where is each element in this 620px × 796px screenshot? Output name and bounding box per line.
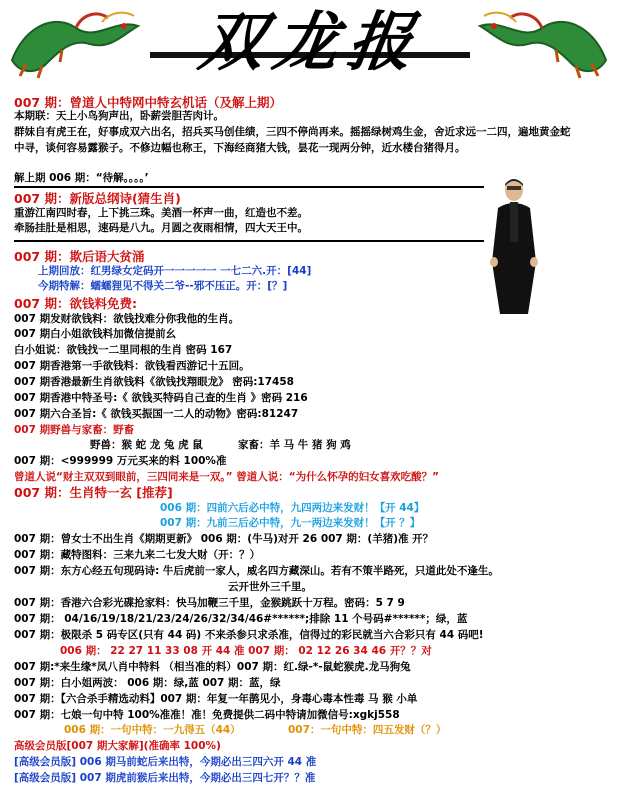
sec3-heading: 007 期：欺后语大贫涌 xyxy=(14,249,145,264)
sec1-heading: 007 期：曾道人中特网中特玄机话（及解上期） xyxy=(14,95,282,110)
sec7-row1: 006 期：一句中特：一九得五（44） xyxy=(64,724,241,736)
sec1-line: 本期联：天上小鸟狗声出，卧薪尝胆苦肉计。 xyxy=(14,110,224,122)
sec7-line: 007 期:*来生缘*凤八肖中特料 （相当准的料）007 期：红.绿-*-鼠蛇猴虎.龙马狗兔 xyxy=(14,661,411,673)
sec5-domestic: 家畜：羊 马 牛 猪 狗 鸡 xyxy=(238,439,351,451)
sec7-line: 云开世外三千里。 xyxy=(228,581,312,593)
sec7-line: 007 期：东方心经五句现码诗: 牛后虎前一家人，威名四方藏深山。若有不策半路死，只道此处不逢生。 xyxy=(14,565,499,577)
sec7-line: 007 期：七娘一句中特 100%准准！准！免费提供二码中特请加微信号:xgkj558 xyxy=(14,709,400,721)
sec4-line: 007 期香港中特圣号:《 欲钱买特码自己查的生肖 》密码 216 xyxy=(14,392,308,404)
sec2-line2: 牵肠挂肚是相思，速码是八九。月圆之夜雨相情，四大天王中。 xyxy=(14,222,308,234)
sec8-line1: [高级会员版] 006 期马前蛇后来出特，今期必出三四六开 44 准 xyxy=(14,756,317,768)
sec4-line: 007 期香港第一手欲钱料：欲钱看西游记十五回。 xyxy=(14,360,250,372)
sec6-heading: 007 期：生肖特一玄 [推荐] xyxy=(14,485,173,500)
dragon-left-icon xyxy=(6,4,146,80)
sec4-line: 007 期发财欲钱料：欲钱找难分你我他的生肖。 xyxy=(14,313,240,325)
sec7-row2: 007：一句中特：四五发财（？） xyxy=(288,724,447,736)
sec7-line: 007 期：藏特图料：三来九来二七发大财（开：？） xyxy=(14,549,261,561)
man-figure-icon xyxy=(484,176,544,316)
sec7-line: 007 期： 04/16/19/18/21/23/24/26/32/34/46#******;排除 11 个号码#******；绿，蓝 xyxy=(14,613,468,625)
masthead xyxy=(0,0,620,92)
sec7-line: 007 期：香港六合彩光碟抢家料：快马加鞭三千里，金猴跳跃十万程。密码：5 7 9 xyxy=(14,597,405,609)
sec1-solve: 解上期 006 期：“待解。。。。’ xyxy=(14,172,149,184)
sec6-line1: 006 期：四前六后必中特，九四两边来发财！【开 44】 xyxy=(160,502,425,514)
sec4-line: 007 期六合圣旨:《 欲钱买振国一二人的动物》密码:81247 xyxy=(14,408,299,420)
sec4-line: 007 期白小姐欲钱料加微信提前幺 xyxy=(14,328,177,340)
sec5-line4: 曾道人说“财主双双到眼前，三四同来是一双。” 曾道人说：“为什么怀孕的妇女喜欢吃酸？” xyxy=(14,471,440,483)
masthead-title: 双龙报 xyxy=(194,5,428,80)
sec7-line: 007 期：曾女士不出生肖《期期更新》 006 期：(牛马)对开 26 007 期：(羊猪)准 开？ xyxy=(14,533,434,545)
sec4-line: 白小姐说：欲钱找一二里同根的生肖 密码 167 xyxy=(14,344,233,356)
sec5-heading: 007 期野兽与家畜：野畜 xyxy=(14,424,135,436)
sec5-line3: 007 期：<999999 万元买来的料 100%准 xyxy=(14,455,227,467)
sec7-line: 006 期： 22 27 11 33 08 开 44 准 007 期： 02 12 26 34 46 开？？对 xyxy=(60,645,432,657)
sec4-line: 007 期香港最新生肖欲钱料《欲钱找翔眼龙》 密码:17458 xyxy=(14,376,294,388)
sec5-wild: 野兽：猴 蛇 龙 兔 虎 鼠 xyxy=(90,439,203,451)
sec6-line2: 007 期：九前三后必中特，九一两边来发财！【开 ？】 xyxy=(160,517,421,529)
sec7-line: 007 期：白小姐两波： 006 期：绿,蓝 007 期：蓝，绿 xyxy=(14,677,281,689)
sec8-heading: 高级会员版[007 期大家解](准确率 100%) xyxy=(14,740,221,752)
sec3-line2: 今期特解：蠕蠕狸见不得关二爷--邪不压正。开：[？] xyxy=(38,280,288,292)
divider xyxy=(14,240,484,242)
sec3-line1: 上期回放：红男绿女定码开一一一一一 一七二六.开：[44] xyxy=(38,265,312,277)
sec4-heading: 007 期：欲钱料免费: xyxy=(14,296,137,311)
sec8-line2: [高级会员版] 007 期虎前猴后来出特，今期必出三四七开？？准 xyxy=(14,772,316,784)
dragon-right-icon xyxy=(472,4,612,80)
sec1-paragraph: 群妹自有虎王在，好事成双六出名，招兵买马创佳绩，三四不停尚再来。摇摇绿树鸡生金，舍近求远一二四，遍地黄金蛇中寻，谈何容易露猴子。不修边幅也称王，下海经商猪大钱，昙花一现两分钟，近水楼台猪得月。 xyxy=(14,126,571,154)
sec7-line: 007 期：【六合杀手精选动料】007 期：年复一年鹊见小，身毒心毒本性毒 马 猴 小单 xyxy=(14,693,418,705)
sec2-line1: 重游江南四时春，上下挑三珠。美酒一杯声一曲，红造也不差。 xyxy=(14,207,308,219)
sec7-line: 007 期：极限杀 5 码专区(只有 44 码) 不来杀参只求杀准，信得过的彩民就当六合彩只有 44 码吧! xyxy=(14,629,484,641)
sec2-heading: 007 期：新版总纲诗(猜生肖) xyxy=(14,191,181,206)
divider xyxy=(14,186,484,188)
